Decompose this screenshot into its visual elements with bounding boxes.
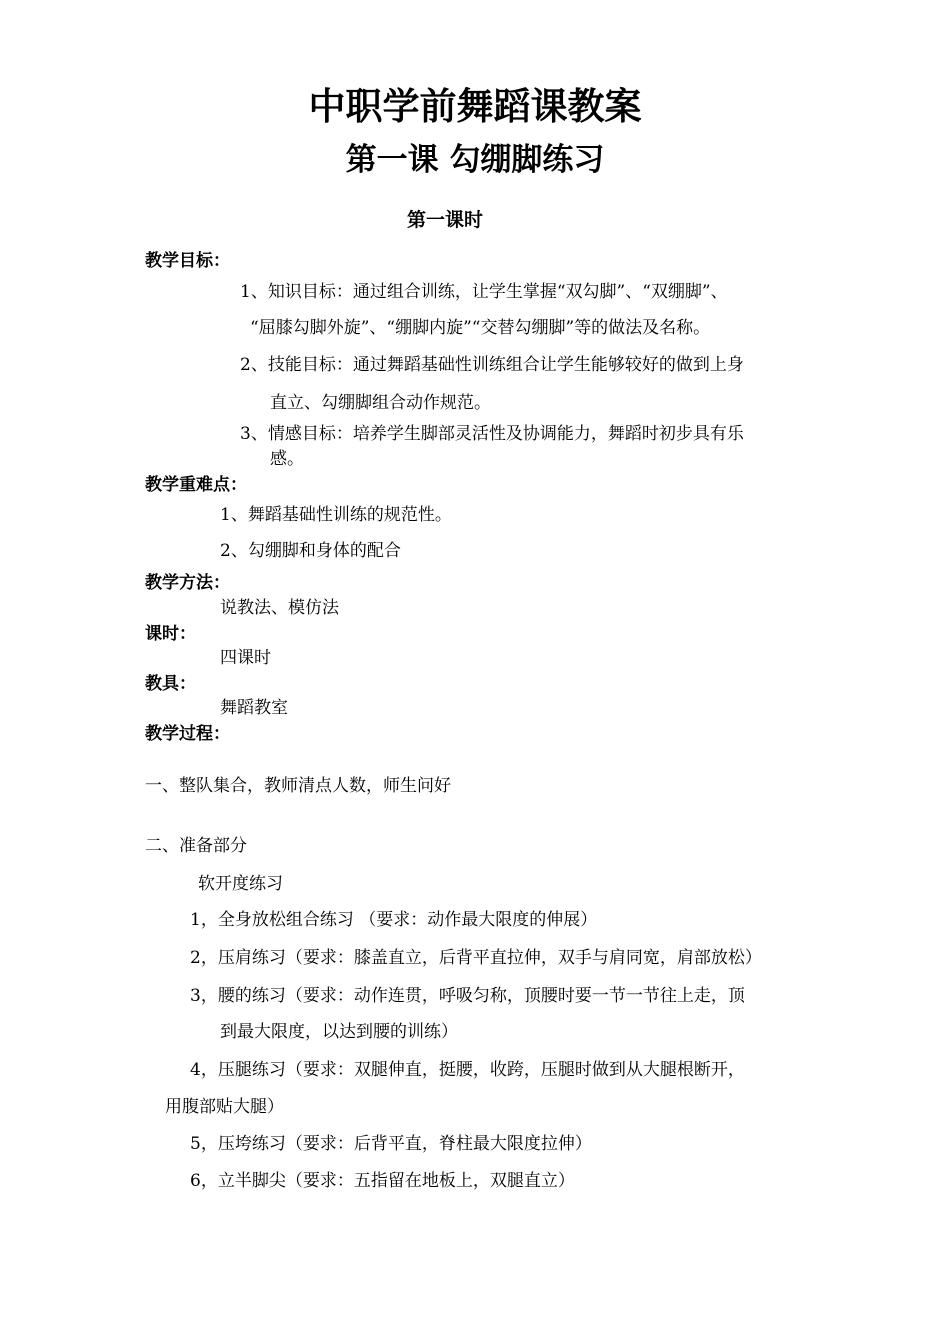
objective-line: 1、知识目标：通过组合训练，让学生掌握“双勾脚”、“双绷脚”、 — [240, 282, 728, 302]
objective-line: 2、技能目标：通过舞蹈基础性训练组合让学生能够较好的做到上身 — [240, 355, 744, 375]
exercise-item: 3，腰的练习（要求：动作连贯，呼吸匀称，顶腰时要一节一节往上走，顶 — [190, 986, 745, 1006]
exercise-item: 6，立半脚尖（要求：五指留在地板上，双腿直立） — [190, 1171, 575, 1191]
objectives-heading: 教学目标： — [145, 251, 230, 271]
exercise-item: 5，压垮练习（要求：后背平直，脊柱最大限度拉伸） — [190, 1134, 592, 1154]
objective-line: 直立、勾绷脚组合动作规范。 — [270, 393, 491, 413]
exercise-item: 4，压腿练习（要求：双腿伸直，挺腰，收跨，压腿时做到从大腿根断开， — [190, 1060, 745, 1080]
objective-line: “屈膝勾脚外旋”、“绷脚内旋”“交替勾绷脚”等的做法及名称。 — [250, 318, 711, 338]
session-label: 第一课时 — [406, 209, 483, 231]
keypoint-line: 2、勾绷脚和身体的配合 — [220, 541, 401, 561]
objective-line: 感。 — [270, 449, 304, 469]
hours-text: 四课时 — [220, 648, 271, 668]
exercise-item: 1，全身放松组合练习 （要求：动作最大限度的伸展） — [190, 910, 598, 930]
process-step: 一、整队集合，教师清点人数，师生问好 — [145, 776, 451, 796]
process-subheading: 软开度练习 — [198, 874, 283, 894]
lesson-subtitle: 第一课 勾绷脚练习 — [345, 142, 605, 178]
methods-heading: 教学方法： — [145, 573, 230, 593]
page-title: 中职学前舞蹈课教案 — [308, 85, 642, 128]
methods-text: 说教法、模仿法 — [220, 598, 339, 618]
process-heading: 教学过程： — [145, 724, 230, 744]
exercise-item: 用腹部贴大腿） — [165, 1097, 284, 1117]
exercise-item: 到最大限度，以达到腰的训练） — [220, 1022, 458, 1042]
exercise-item: 2，压肩练习（要求：膝盖直立，后背平直拉伸，双手与肩同宽，肩部放松） — [190, 948, 762, 968]
hours-heading: 课时： — [145, 624, 196, 644]
process-step: 二、准备部分 — [145, 836, 247, 856]
tools-text: 舞蹈教室 — [220, 698, 288, 718]
objective-line: 3、情感目标：培养学生脚部灵活性及协调能力，舞蹈时初步具有乐 — [240, 424, 744, 444]
keypoint-line: 1、舞蹈基础性训练的规范性。 — [220, 505, 452, 525]
tools-heading: 教具： — [145, 674, 196, 694]
keypoints-heading: 教学重难点： — [145, 475, 247, 495]
